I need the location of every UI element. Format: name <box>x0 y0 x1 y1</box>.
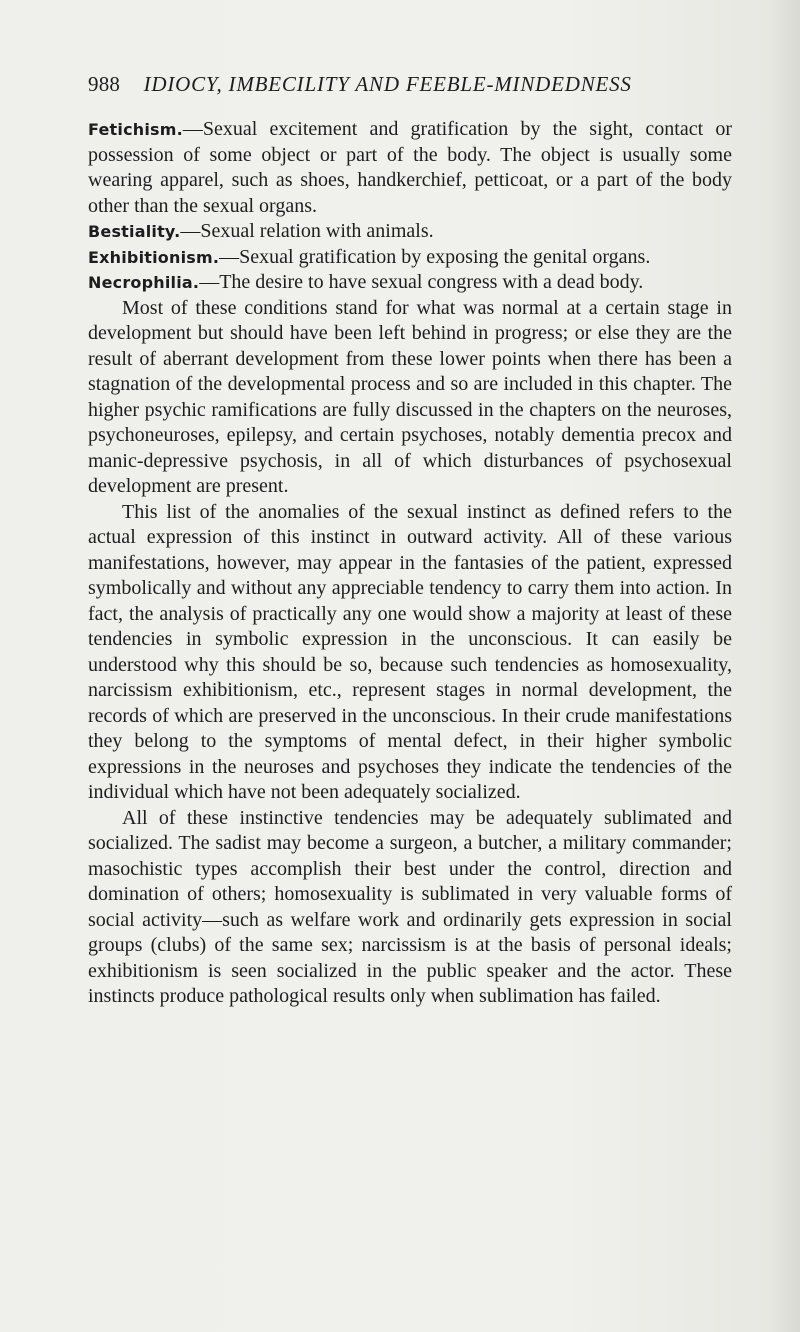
body-paragraph-3: All of these instinctive tendencies may be adequately sublimated and socialized. The sadist may become a surgeon, a butcher, a military commander; masochistic types accomplish their best under the control, direction and domination of others; homosexuality is sublimated in very valuable forms of social activity—such as welfare work and ordinarily gets expression in social groups (clubs) of the same sex; narcissism is at the basis of personal ideals; exhibitionism is seen socialized in the public speaker and the actor. These instincts produce pathological results only when sublimation has failed. <box>88 806 732 1007</box>
definition-fetichism <box>88 117 732 219</box>
page-number: 988 <box>88 72 121 96</box>
definition-exhibitionism <box>88 245 732 271</box>
definition-necrophilia <box>88 270 732 296</box>
definition-text-bestiality: —Sexual relation with animals. <box>180 220 434 242</box>
page-header <box>88 72 728 97</box>
term-bestiality: Bestiality. <box>88 222 181 241</box>
definition-text-exhibitionism: —Sexual gratification by exposing the genital organs. <box>219 245 651 268</box>
running-title: IDIOCY, IMBECILITY AND FEEBLE-MINDEDNESS <box>143 72 632 96</box>
term-fetichism: Fetichism. <box>88 120 183 139</box>
page-body <box>88 117 732 1010</box>
definition-text-fetichism: —Sexual excitement and gratification by the sight, contact or possession of some object or part of the body. The object is usually some wearing apparel, such as shoes, handkerchief, petticoat, or a part of the body other than the sexual organs. <box>88 118 732 217</box>
definition-text-necrophilia: —The desire to have sexual congress with a dead body. <box>199 271 644 293</box>
term-exhibitionism: Exhibitionism. <box>88 247 220 267</box>
definition-bestiality <box>88 219 732 245</box>
term-necrophilia: Necrophilia. <box>88 273 200 292</box>
body-paragraph-1: Most of these conditions stand for what was normal at a certain stage in development but should have been left behind in progress; or else they are the result of aberrant development from these lower points when there has been a stagnation of the developmental process and so are included in this chapter. The higher psychic ramifications are fully discussed in the chapters on the neuroses, psychoneuroses, epilepsy, and certain psychoses, notably dementia precox and manic-depressive psychosis, in all of which disturbances of psychosexual development are present. <box>88 296 732 497</box>
body-paragraph-2: This list of the anomalies of the sexual instinct as defined refers to the actual expression of this instinct in outward activity. All of these various manifestations, however, may appear in the fantasies of the patient, expressed symbolically and without any appreciable tendency to carry them into action. In fact, the analysis of practically any one would show a majority at least of these tendencies in symbolic expression in the unconscious. It can easily be understood why this should be so, because such tendencies as homosexuality, narcissism exhibitionism, etc., represent stages in normal development, the records of which are preserved in the unconscious. In their crude manifestations they belong to the symptoms of mental defect, in their higher symbolic expressions in the neuroses and psychoses they indicate the tendencies of the individual which have not been adequately socialized. <box>88 500 732 803</box>
